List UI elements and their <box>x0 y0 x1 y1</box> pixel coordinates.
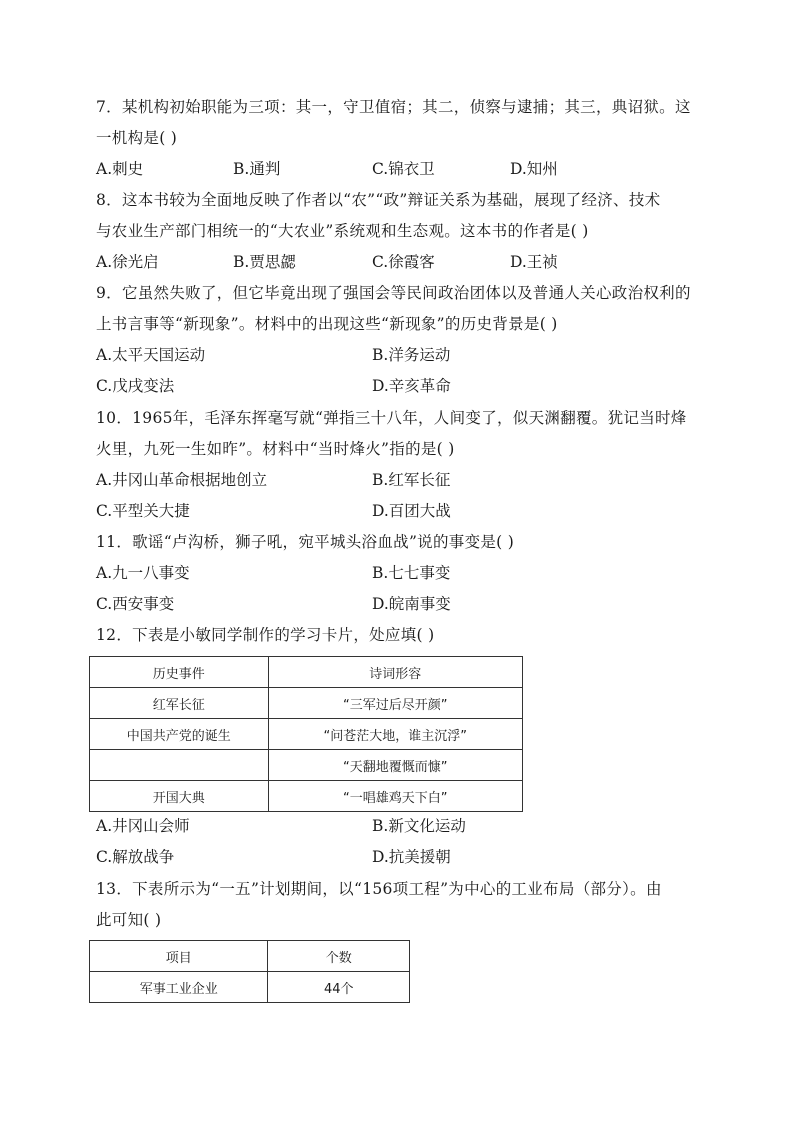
table-cell: “问苍茫大地，谁主沉浮” <box>268 719 522 750</box>
question-11-line-1: 11．歌谣“卢沟桥，狮子吼，宛平城头浴血战”说的事变是( ) <box>96 533 515 551</box>
option-a[interactable]: A.九一八事变 <box>96 564 190 582</box>
table-cell: 军事工业企业 <box>90 972 268 1003</box>
question-10-line-2: 火里，九死一生如昨”。材料中“当时烽火”指的是( ) <box>96 440 455 458</box>
question-13-line-2: 此可知( ) <box>96 911 162 929</box>
question-10-options-row-2 <box>96 496 716 527</box>
option-b[interactable]: B.洋务运动 <box>372 346 451 364</box>
option-d[interactable]: D.百团大战 <box>372 502 451 520</box>
option-a[interactable]: A.徐光启 <box>96 253 159 271</box>
option-b[interactable]: B.红军长征 <box>372 471 451 489</box>
table-header-cell: 诗词形容 <box>268 657 522 688</box>
option-b[interactable]: B.七七事变 <box>372 564 451 582</box>
table-row <box>90 781 523 812</box>
table-row <box>90 719 523 750</box>
option-d[interactable]: D.辛亥革命 <box>372 377 451 395</box>
study-card-table <box>89 656 523 812</box>
option-d[interactable]: D.皖南事变 <box>372 595 451 613</box>
question-9-options-row-2 <box>96 371 716 402</box>
table-cell: 红军长征 <box>90 688 269 719</box>
option-b[interactable]: B.通判 <box>233 160 281 178</box>
question-12-options-row-1 <box>96 811 716 842</box>
option-a[interactable]: A.刺史 <box>96 160 144 178</box>
option-b[interactable]: B.贾思勰 <box>233 253 296 271</box>
question-7-options <box>96 154 716 185</box>
question-9-line-1: 9．它虽然失败了，但它毕竟出现了强国会等民间政治团体以及普通人关心政治权利的 <box>96 284 691 302</box>
table-cell: “天翻地覆慨而慷” <box>268 750 522 781</box>
question-10-line-1: 10．1965年，毛泽东挥毫写就“弹指三十八年，人间变了，似天渊翻覆。犹记当时烽 <box>96 409 687 427</box>
question-8 <box>96 185 706 247</box>
table-header-row <box>90 657 523 688</box>
table-cell: 44个 <box>268 972 410 1003</box>
question-8-line-1: 8．这本书较为全面地反映了作者以“农”“政”辩证关系为基础，展现了经济、技术 <box>96 191 661 209</box>
option-d[interactable]: D.抗美援朝 <box>372 848 451 866</box>
table-row <box>90 688 523 719</box>
industry-layout-table <box>89 940 410 1003</box>
question-7-line-1: 7．某机构初始职能为三项：其一，守卫值宿；其二，侦察与逮捕；其三，典诏狱。这 <box>96 98 691 116</box>
table-cell: “三军过后尽开颜” <box>268 688 522 719</box>
option-b[interactable]: B.新文化运动 <box>372 817 466 835</box>
table-cell: 中国共产党的诞生 <box>90 719 269 750</box>
question-10 <box>96 403 706 465</box>
table-cell-blank <box>90 750 269 781</box>
option-a[interactable]: A.太平天国运动 <box>96 346 206 364</box>
table-row <box>90 972 410 1003</box>
table-header-cell: 项目 <box>90 941 268 972</box>
table-header-cell: 个数 <box>268 941 410 972</box>
option-c[interactable]: C.锦衣卫 <box>372 160 435 178</box>
table-header-row <box>90 941 410 972</box>
option-a[interactable]: A.井冈山会师 <box>96 817 190 835</box>
option-c[interactable]: C.西安事变 <box>96 595 175 613</box>
question-10-options-row-1 <box>96 465 716 496</box>
table-row <box>90 750 523 781</box>
question-13-line-1: 13．下表所示为“一五”计划期间，以“156项工程”为中心的工业布局（部分）。由 <box>96 880 662 898</box>
question-9 <box>96 278 706 340</box>
question-12-options-row-2 <box>96 842 716 873</box>
question-13 <box>96 874 706 936</box>
question-12-line-1: 12．下表是小敏同学制作的学习卡片，处应填( ) <box>96 626 435 644</box>
question-8-options <box>96 247 716 278</box>
question-11 <box>96 527 706 558</box>
option-c[interactable]: C.解放战争 <box>96 848 175 866</box>
question-9-options-row-1 <box>96 340 716 371</box>
option-d[interactable]: D.知州 <box>510 160 558 178</box>
question-8-line-2: 与农业生产部门相统一的“大农业”系统观和生态观。这本书的作者是( ) <box>96 222 589 240</box>
question-12 <box>96 620 706 651</box>
option-a[interactable]: A.井冈山革命根据地创立 <box>96 471 268 489</box>
option-d[interactable]: D.王祯 <box>510 253 558 271</box>
option-c[interactable]: C.平型关大捷 <box>96 502 190 520</box>
question-11-options-row-2 <box>96 589 716 620</box>
option-c[interactable]: C.戊戌变法 <box>96 377 175 395</box>
question-7-line-2: 一机构是( ) <box>96 129 178 147</box>
table-cell: 开国大典 <box>90 781 269 812</box>
question-11-options-row-1 <box>96 558 716 589</box>
question-7 <box>96 92 706 154</box>
table-cell: “一唱雄鸡天下白” <box>268 781 522 812</box>
table-header-cell: 历史事件 <box>90 657 269 688</box>
option-c[interactable]: C.徐霞客 <box>372 253 435 271</box>
question-9-line-2: 上书言事等“新现象”。材料中的出现这些“新现象”的历史背景是( ) <box>96 315 558 333</box>
